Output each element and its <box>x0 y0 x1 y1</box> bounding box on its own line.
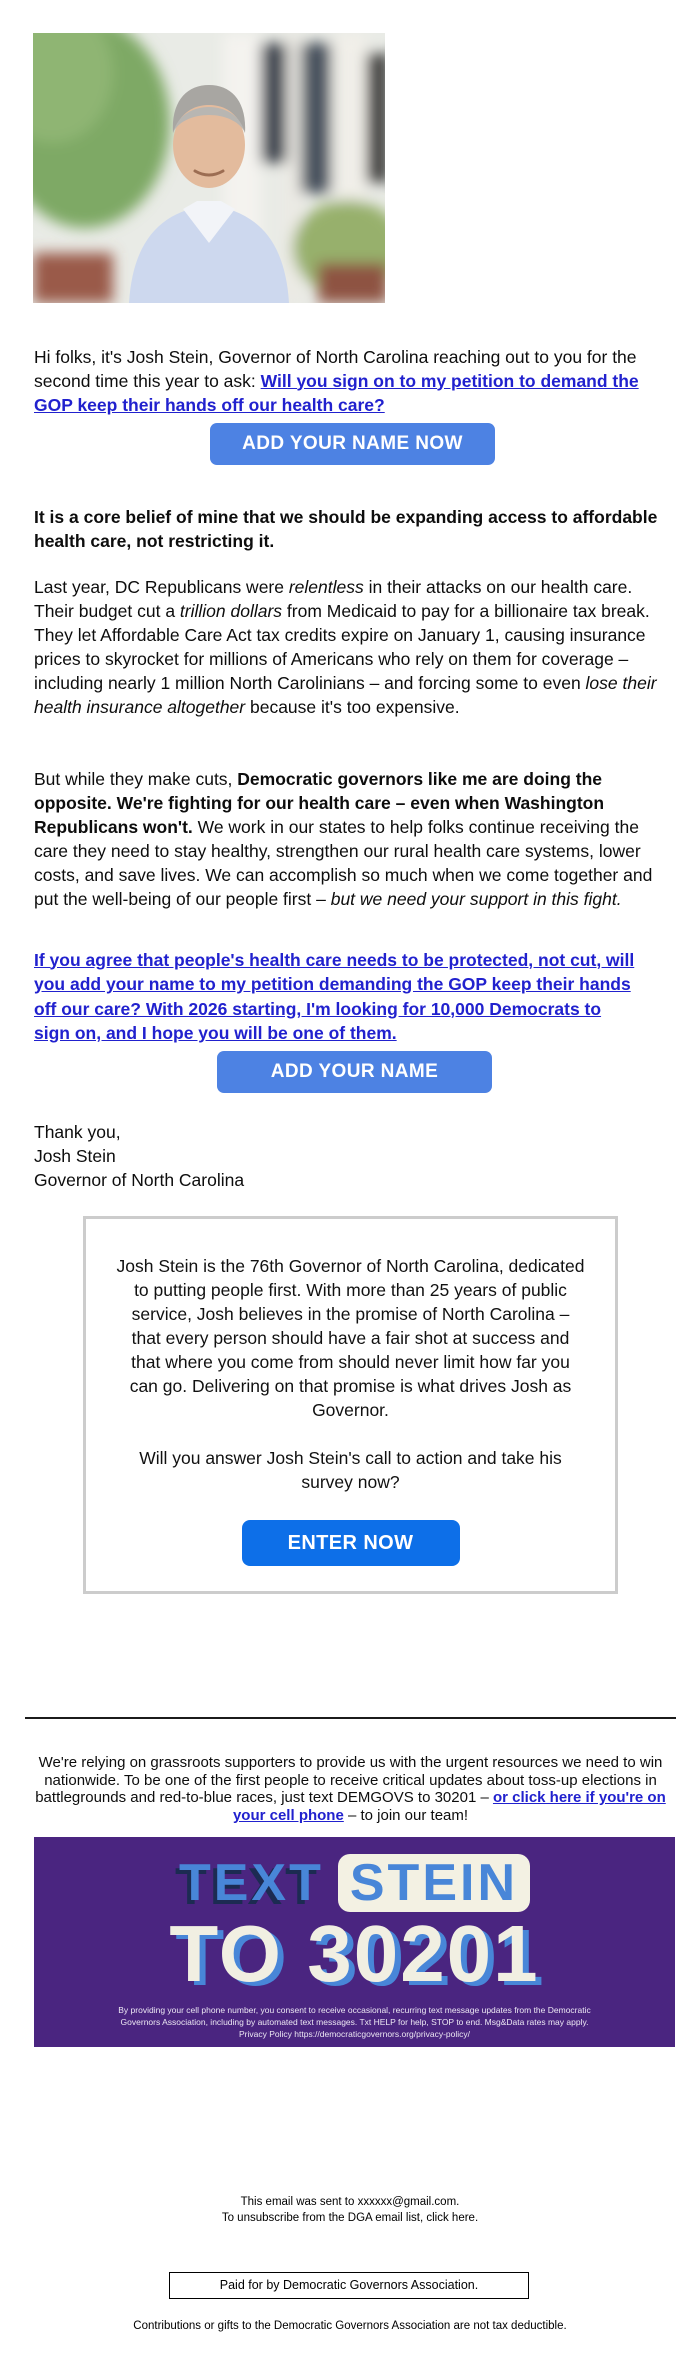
paid-for-box: Paid for by Democratic Governors Association. <box>169 2272 529 2299</box>
banner-disclaimer-line: By providing your cell phone number, you consent to receive occasional, recurring text message updates from the Democratic <box>118 2005 591 2015</box>
intro-text: Hi folks, it's Josh Stein, Governor of North Carolina reaching out to you for the second time this year to ask: <box>34 346 637 391</box>
tax-disclaimer: Contributions or gifts to the Democratic Governors Association are not tax deductible. <box>133 2320 567 2332</box>
bio-text: Josh Stein is the 76th Governor of North Carolina, dedicated to putting people first. With more than 25 years of public service, Josh believes in the promise of North Carolina – that every person should have a fair shot at success and that where you come from should never limit how far you can go. Delivering on that promise is what drives Josh as Governor. <box>116 1256 585 1420</box>
banner-stein-badge: STEIN <box>338 1854 530 1912</box>
core-belief-paragraph: It is a core belief of mine that we should be expanding access to affordable health care, not restricting it. <box>34 506 658 551</box>
sent-to-line: This email was sent to xxxxxx@gmail.com. <box>240 2196 460 2208</box>
unsubscribe-text: To unsubscribe from the DGA email list, <box>221 2211 427 2224</box>
agree-petition-link[interactable]: If you agree that people's health care needs to be protected, not cut, will you add your name to my petition demanding the GOP keep their hands off our care? With 2026 starting, I'm looking for 10,000 Democrats to sign on, and I hope you will be one of them. <box>34 949 635 1043</box>
last-year-paragraph: Last year, DC Republicans were relentless in their attacks on our health care. Their budget cut a trillion dollars from Medicaid to pay for a billionaire tax break. They let Affordable Care Act tax credits expire on January 1, causing insurance prices to skyrocket for millions of Americans who rely on them for coverage – including nearly 1 million North Carolinians – and forcing some to even lose their health insurance altogether because it's too expensive. <box>34 576 657 717</box>
banner-disclaimer-line: Governors Association, including by automated text messages. Txt HELP for help, STOP to end. Msg&Data rates may apply. <box>120 2017 589 2027</box>
divider-line <box>25 1717 676 1719</box>
add-your-name-button[interactable]: ADD YOUR NAME <box>217 1051 492 1093</box>
banner-row-1 <box>34 1837 675 1913</box>
footer-text-before: We're relying on grassroots supporters to provide us with the urgent resources we need to win nationwide. To be one of the first people to receive critical updates about toss-up elections in battlegrounds and red-to-blue races, just text DEMGOVS to 30201 – <box>35 1754 663 1807</box>
hero-photo-illustration <box>33 33 385 303</box>
banner-disclaimer-line: Privacy Policy https://democraticgovernors.org/privacy-policy/ <box>239 2029 470 2039</box>
banner-word-text: TEXT <box>178 1854 324 1912</box>
unsubscribe-line <box>0 2211 700 2227</box>
signature-block <box>34 1120 671 1192</box>
add-your-name-now-button[interactable]: ADD YOUR NAME NOW <box>210 423 495 465</box>
petition-link[interactable]: Will you sign on to my petition to demand the GOP keep their hands off our health care? <box>34 370 639 415</box>
bio-box <box>83 1216 618 1594</box>
banner-shortcode: TO 30201 <box>169 1909 540 1998</box>
unsubscribe-link[interactable]: click here <box>426 2211 475 2224</box>
agree-petition-paragraph <box>34 948 638 1046</box>
signature-title: Governor of North Carolina <box>34 1170 245 1190</box>
survey-cta-text: Will you answer Josh Stein's call to action and take his survey now? <box>139 1448 562 1492</box>
text-stein-banner[interactable] <box>34 1837 675 2047</box>
banner-disclaimer <box>34 2004 675 2040</box>
footer-text-after: – to join our team! <box>343 1806 469 1824</box>
intro-paragraph <box>34 345 671 417</box>
democratic-governors-paragraph: But while they make cuts, Democratic governors like me are doing the opposite. We're fighting for our health care – even when Washington Republicans won't. We work in our states to help folks continue receiving the care they need to stay healthy, strengthen our rural health care systems, lower costs, and save lives. We can accomplish so much when we come together and put the well-being of our people first – but we need your support in this fight. <box>34 768 653 909</box>
signature-name: Josh Stein <box>34 1146 116 1166</box>
signature-thanks: Thank you, <box>34 1122 121 1142</box>
grassroots-footer-paragraph <box>34 1754 667 1824</box>
cell-phone-link[interactable]: or click here if you're on your cell phone <box>232 1789 666 1824</box>
enter-now-button[interactable]: ENTER NOW <box>242 1520 460 1566</box>
sent-to-block <box>0 2195 700 2226</box>
hero-photo <box>33 33 385 303</box>
unsubscribe-period: . <box>474 2211 479 2224</box>
